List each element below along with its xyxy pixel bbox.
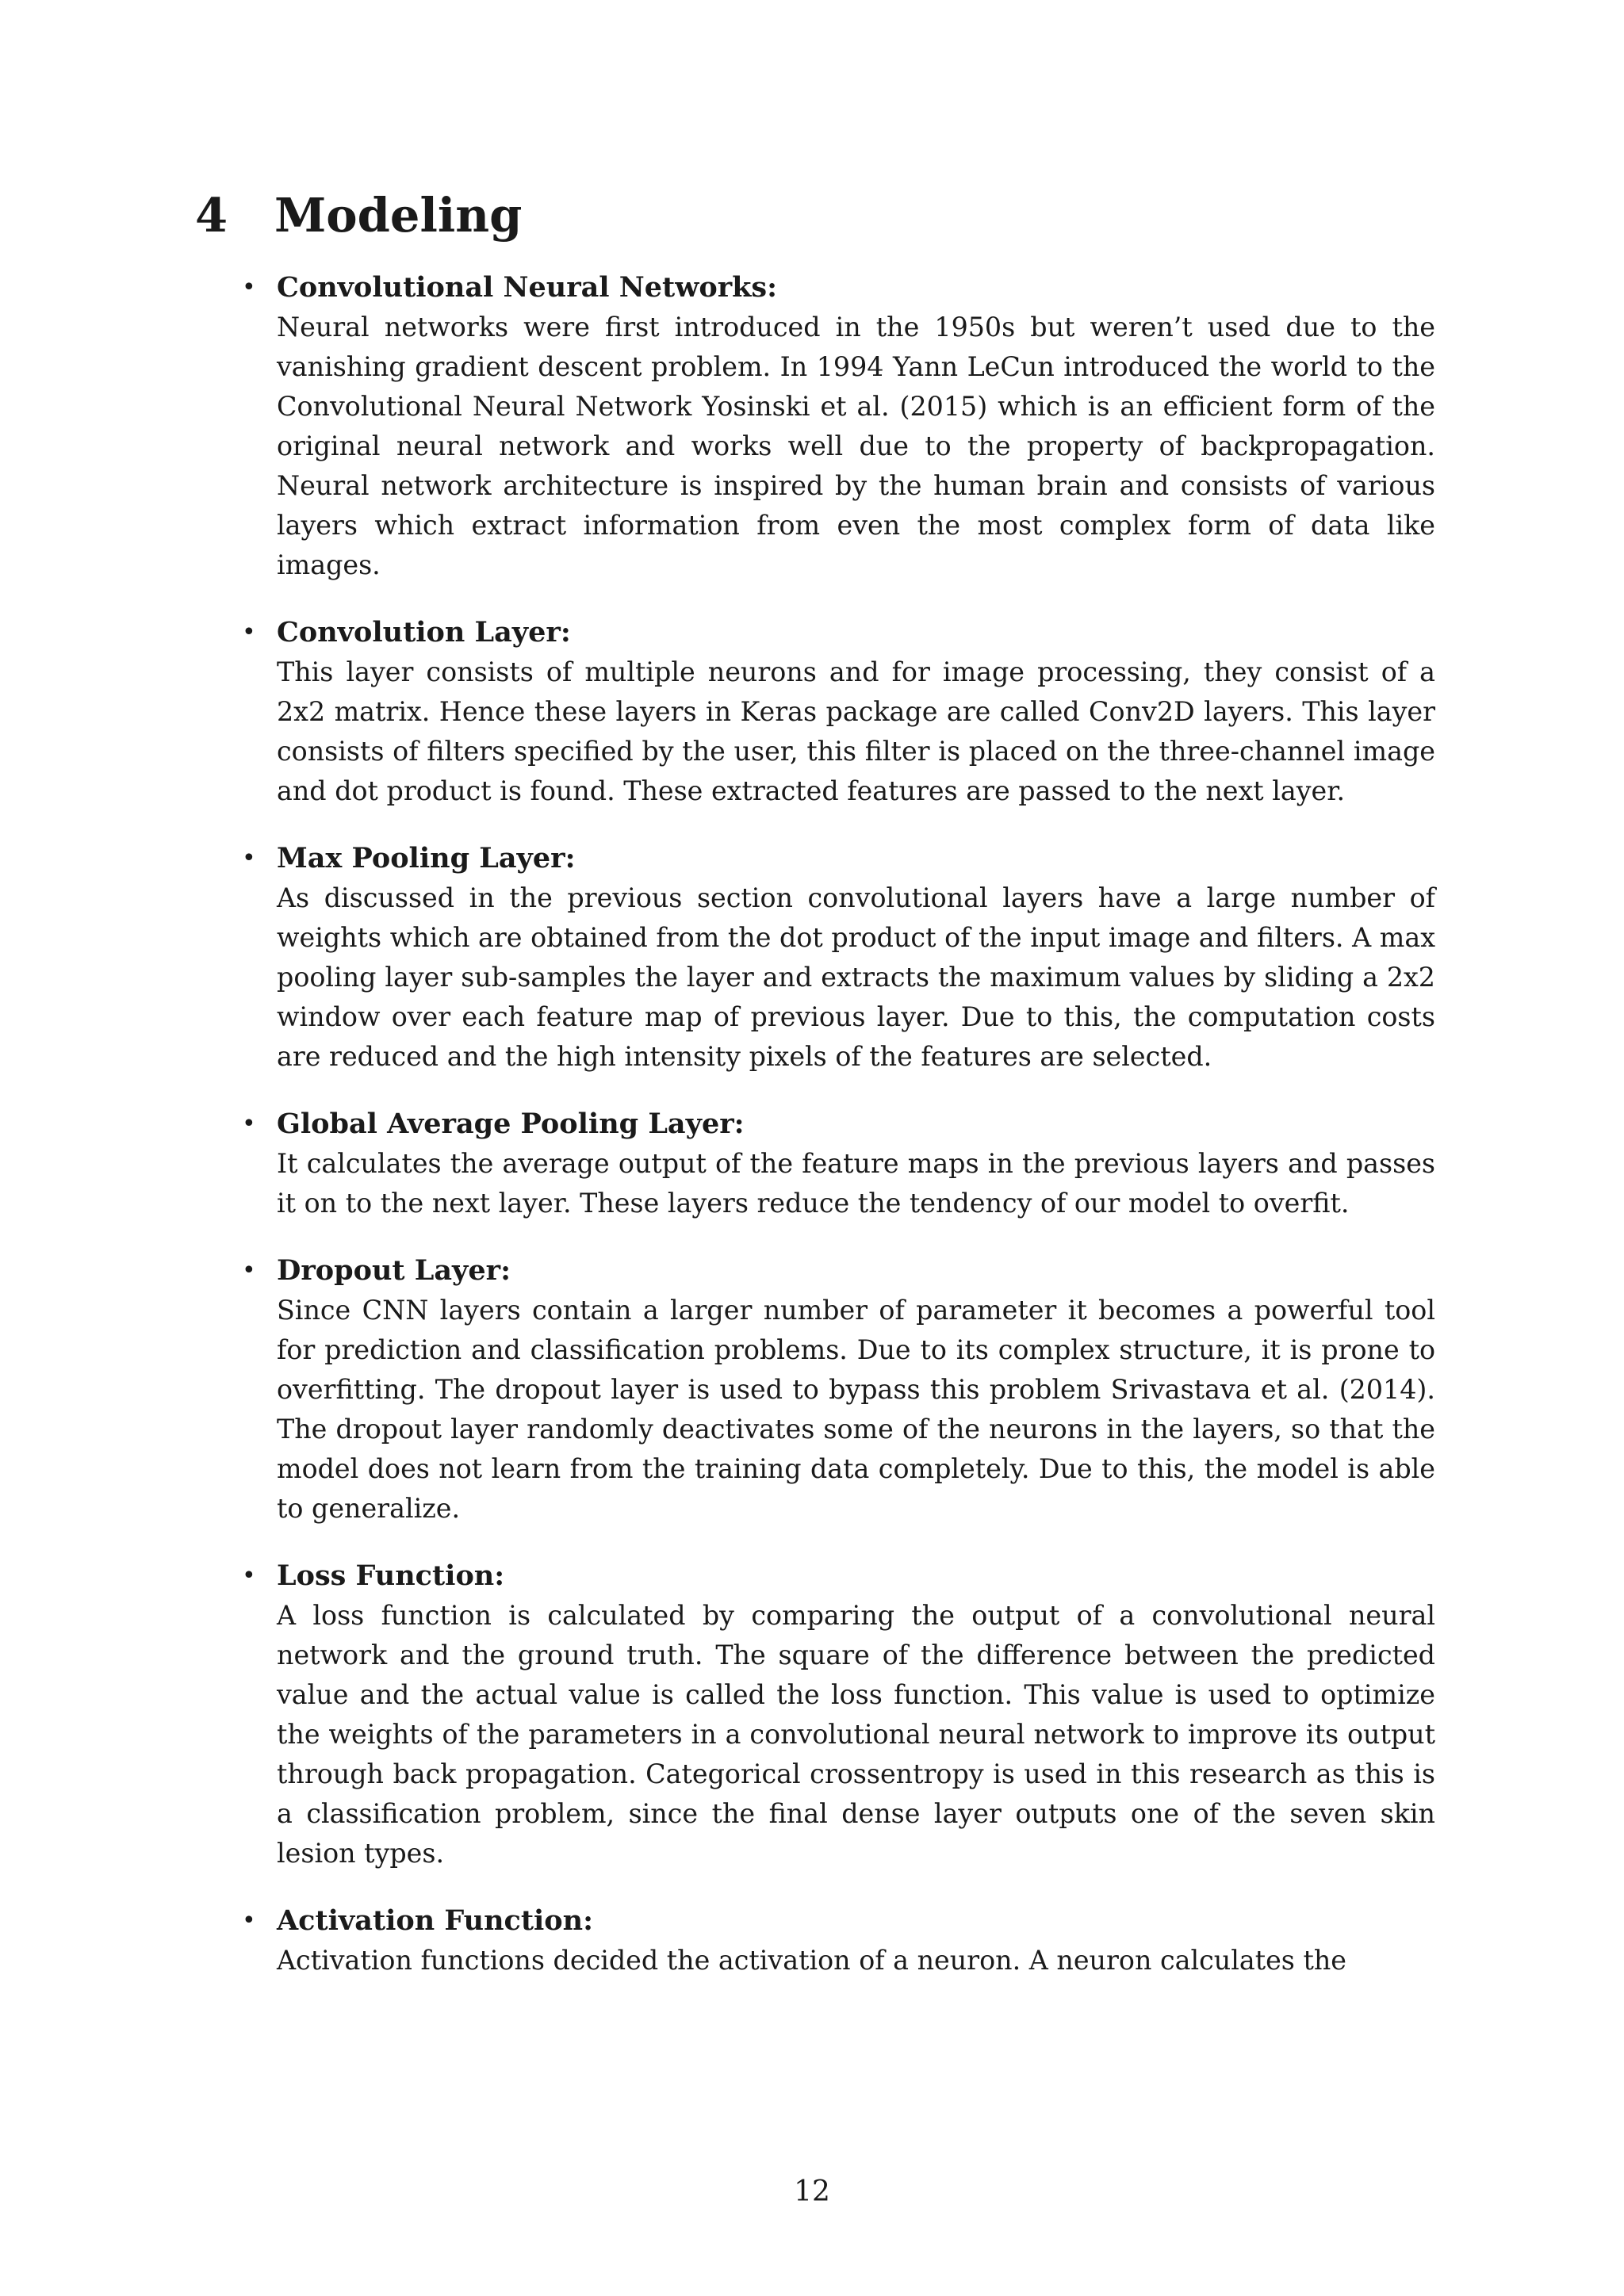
item-text: Activation functions decided the activation of a neuron. A neuron calculates the [277,1945,1346,1976]
section-number: 4 [195,188,228,243]
item-title: Convolution Layer: [277,616,571,649]
item-text: Since CNN layers contain a larger number of parameter it becomes a powerful tool for prediction and classification problems. Due to its complex structure, it is prone to overfitting. The dropout layer is used to bypass this problem Srivastava et al. (2014). The dropout layer randomly deactivates some of the neurons in the layers, so that the model does not learn from the training data completely. Due to this, the model is able to generalize. [277,1295,1435,1524]
definition-list [0,268,1624,2008]
bullet-icon: • [242,618,256,646]
item-title: Loss Function: [277,1559,505,1592]
section-title: Modeling [274,188,523,243]
bullet-icon: • [242,1110,256,1138]
item-text: As discussed in the previous section convolutional layers have a large number of weights which are obtained from the dot product of the input image and filters. A max pooling layer sub-samples the layer and extracts the maximum values by sliding a 2x2 window over each feature map of previous layer. Due to this, the computation costs are reduced and the high intensity pixels of the features are selected. [277,882,1435,1072]
bullet-icon: • [242,1562,256,1590]
item-title: Convolutional Neural Networks: [277,271,778,304]
section-heading [195,184,522,247]
item-text: This layer consists of multiple neurons and for image processing, they consist of a 2x2 matrix. Hence these layers in Keras package are called Conv2D layers. This layer consists of filters specified by the user, this filter is placed on the three-channel image and dot product is found. These extracted features are passed to the next layer. [277,656,1435,806]
bullet-icon: • [242,844,256,872]
item-title: Global Average Pooling Layer: [277,1108,745,1140]
list-item [0,839,1624,1077]
bullet-icon: • [242,1257,256,1284]
bullet-icon: • [242,1907,256,1934]
list-item [0,1901,1624,1980]
item-text: A loss function is calculated by comparing the output of a convolutional neural network and the ground truth. The square of the difference between the predicted value and the actual value is called the loss function. This value is used to optimize the weights of the parameters in a convolutional neural network to improve its output through back propagation. Categorical crossentropy is used in this research as this is a classification problem, since the final dense layer outputs one of the seven skin lesion types. [277,1600,1435,1869]
page-number: 12 [794,2175,830,2208]
list-item [0,613,1624,811]
list-item [0,268,1624,585]
item-title: Dropout Layer: [277,1254,511,1287]
item-title: Max Pooling Layer: [277,842,576,874]
list-item [0,1104,1624,1223]
item-title: Activation Function: [277,1904,593,1937]
list-item [0,1556,1624,1873]
bullet-icon: • [242,274,256,301]
item-text: Neural networks were first introduced in the 1950s but weren’t used due to the vanishing gradient descent problem. In 1994 Yann LeCun introduced the world to the Convolutional Neural Network Yosinski et al. (2015) which is an efficient form of the original neural network and works well due to the property of backpropagation. Neural network architecture is inspired by the human brain and consists of various layers which extract information from even the most complex form of data like images. [277,312,1435,580]
list-item [0,1251,1624,1529]
item-text: It calculates the average output of the feature maps in the previous layers and passes it on to the next layer. These layers reduce the tendency of our model to overfit. [277,1148,1435,1219]
